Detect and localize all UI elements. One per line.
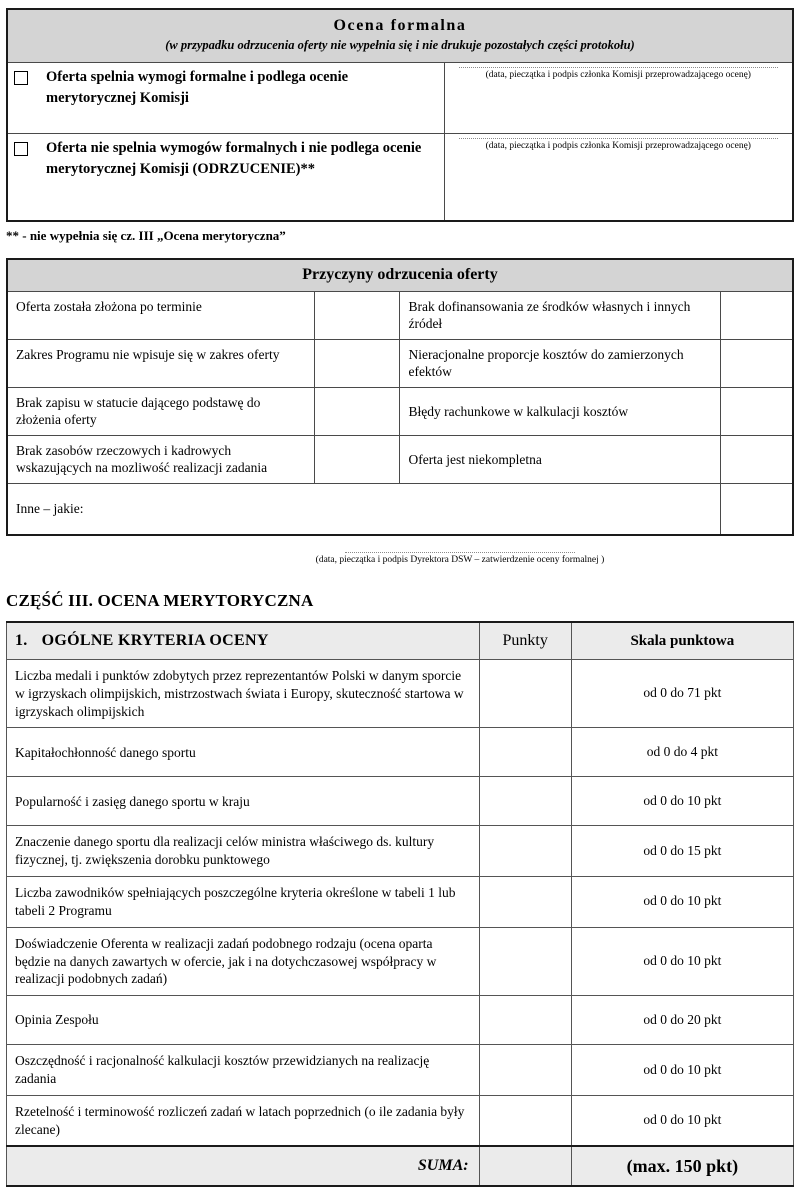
formal-option-reject-cell[interactable] (7, 133, 444, 221)
table-row (7, 877, 794, 928)
formal-footnote: ** - nie wypełnia się cz. III „Ocena merytoryczna” (6, 227, 286, 243)
criterion-points-input[interactable] (479, 927, 571, 995)
criterion-points-input[interactable] (479, 777, 571, 826)
table-row (7, 777, 794, 826)
signature-caption-accept: (data, pieczątka i podpis członka Komisji przeprowadzającego ocenę) (485, 69, 751, 80)
table-row (7, 996, 794, 1045)
director-signature-caption: (data, pieczątka i podpis Dyrektora DSW – zatwierdzenie oceny formalnej ) (315, 555, 605, 565)
criteria-header-number: 1. (15, 632, 28, 649)
rejection-reason-right: Oferta jest niekompletna (400, 435, 721, 483)
checkbox-reject-icon[interactable] (14, 142, 28, 156)
criterion-label: Kapitałochłonność danego sportu (7, 728, 480, 777)
director-signature-block (0, 552, 800, 565)
formal-signature-reject-cell[interactable] (444, 133, 793, 221)
criterion-points-input[interactable] (479, 826, 571, 877)
rejection-reason-right: Nieracjonalne proporcje kosztów do zamierzonych efektów (400, 339, 721, 387)
rejection-other-mark[interactable] (721, 484, 793, 536)
table-row (7, 826, 794, 877)
table-row (7, 728, 794, 777)
criterion-points-input[interactable] (479, 728, 571, 777)
criterion-points-input[interactable] (479, 1045, 571, 1096)
formal-option-reject-label: Oferta nie spelnia wymogów formalnych i nie podlega ocenie merytorycznej Komisji (ODRZUCENIE)** (46, 139, 422, 177)
criterion-scale: od 0 do 10 pkt (571, 877, 793, 928)
criterion-scale: od 0 do 10 pkt (571, 927, 793, 995)
criterion-scale: od 0 do 15 pkt (571, 826, 793, 877)
criterion-points-input[interactable] (479, 660, 571, 728)
rejection-mark-left[interactable] (315, 291, 400, 339)
table-row (7, 291, 793, 339)
criterion-label: Popularność i zasięg danego sportu w kraju (7, 777, 480, 826)
criterion-scale: od 0 do 10 pkt (571, 777, 793, 826)
summary-points-input[interactable] (479, 1146, 571, 1186)
criterion-points-input[interactable] (479, 877, 571, 928)
criterion-scale: od 0 do 71 pkt (571, 660, 793, 728)
table-row (7, 387, 793, 435)
rejection-reason-right: Błędy rachunkowe w kalkulacji kosztów (400, 387, 721, 435)
formal-header-cell (7, 9, 793, 62)
table-row (7, 339, 793, 387)
rejection-reason-left: Zakres Programu nie wpisuje się w zakres oferty (7, 339, 315, 387)
criteria-header-points: Punkty (479, 622, 571, 660)
formal-subtitle: (w przypadku odrzucenia oferty nie wypełnia się i nie drukuje pozostałych części protokołu) (165, 38, 635, 52)
criteria-header-row (7, 622, 794, 660)
rejection-reasons-block (0, 258, 800, 536)
rejection-mark-left[interactable] (315, 339, 400, 387)
rejection-reason-left: Brak zasobów rzeczowych i kadrowych wskazujących na mozliwość realizacji zadania (7, 435, 315, 483)
rejection-reasons-table (6, 258, 794, 536)
formal-signature-accept-cell[interactable] (444, 62, 793, 133)
criteria-header-scale: Skala punktowa (571, 622, 793, 660)
director-signature-dotted-line[interactable] (345, 552, 575, 553)
document-page (0, 8, 800, 1177)
rejection-other-label[interactable]: Inne – jakie: (7, 484, 721, 536)
criterion-label: Liczba zawodników spełniających poszczególne kryteria określone w tabeli 1 lub tabeli 2 Programu (7, 877, 480, 928)
signature-dotted-line (459, 138, 778, 139)
criterion-label: Opinia Zespołu (7, 996, 480, 1045)
criterion-scale: od 0 do 20 pkt (571, 996, 793, 1045)
criterion-label: Liczba medali i punktów zdobytych przez reprezentantów Polski w danym sporcie w igrzyskach olimpijskich, mistrzostwach świata i Europy, skuteczność startowa w igrzyskach olimpijskich (7, 660, 480, 728)
rejection-mark-left[interactable] (315, 387, 400, 435)
criterion-scale: od 0 do 10 pkt (571, 1095, 793, 1146)
criterion-scale: od 0 do 10 pkt (571, 1045, 793, 1096)
formal-option-accept-cell[interactable] (7, 62, 444, 133)
table-row (7, 927, 794, 995)
signature-caption-reject: (data, pieczątka i podpis członka Komisji przeprowadzającego ocenę) (485, 140, 751, 151)
table-row (7, 1095, 794, 1146)
rejection-mark-right[interactable] (721, 339, 793, 387)
rejection-reason-left: Brak zapisu w statucie dającego podstawę do złożenia oferty (7, 387, 315, 435)
rejection-mark-right[interactable] (721, 291, 793, 339)
formal-option-row-reject (7, 133, 793, 221)
criterion-points-input[interactable] (479, 996, 571, 1045)
criterion-label: Oszczędność i racjonalność kalkulacji kosztów przewidzianych na realizację zadania (7, 1045, 480, 1096)
signature-dotted-line (459, 67, 778, 68)
table-row (7, 660, 794, 728)
table-row (7, 435, 793, 483)
formal-option-accept-label: Oferta spelnia wymogi formalne i podlega ocenie merytorycznej Komisji (46, 68, 349, 106)
rejection-reason-right: Brak dofinansowania ze środków własnych i innych źródeł (400, 291, 721, 339)
checkbox-accept-icon[interactable] (14, 71, 28, 85)
criteria-header-label: OGÓLNE KRYTERIA OCENY (41, 632, 269, 649)
rejection-reason-left: Oferta została złożona po terminie (7, 291, 315, 339)
formal-header-row (7, 9, 793, 62)
merit-criteria-table (6, 621, 794, 1187)
criterion-label: Doświadczenie Oferenta w realizacji zadań podobnego rodzaju (ocena oparta będzie na danych zawartych w ofercie, jak i na dotychczasowej współpracy w realizacji podobnych zadań) (7, 927, 480, 995)
part-three-heading: CZĘŚĆ III. OCENA MERYTORYCZNA (6, 591, 314, 610)
criterion-points-input[interactable] (479, 1095, 571, 1146)
criterion-scale: od 0 do 4 pkt (571, 728, 793, 777)
rejection-mark-left[interactable] (315, 435, 400, 483)
formal-title: Ocena formalna (333, 17, 467, 34)
criterion-label: Znaczenie danego sportu dla realizacji celów ministra właściwego ds. kultury fizycznej, tj. zwiększenia dorobku punktowego (7, 826, 480, 877)
table-row (7, 1045, 794, 1096)
rejection-mark-right[interactable] (721, 435, 793, 483)
rejection-header-row (7, 259, 793, 292)
formal-assessment-table (6, 8, 794, 222)
criteria-summary-row (7, 1146, 794, 1186)
summary-label: SUMA: (7, 1146, 480, 1186)
rejection-other-row (7, 484, 793, 536)
criteria-header-title-cell (7, 622, 480, 660)
formal-option-row-accept (7, 62, 793, 133)
rejection-mark-right[interactable] (721, 387, 793, 435)
rejection-title: Przyczyny odrzucenia oferty (7, 259, 793, 292)
summary-max-points: (max. 150 pkt) (571, 1146, 793, 1186)
criterion-label: Rzetelność i terminowość rozliczeń zadań w latach poprzednich (o ile zadania były zlecane) (7, 1095, 480, 1146)
